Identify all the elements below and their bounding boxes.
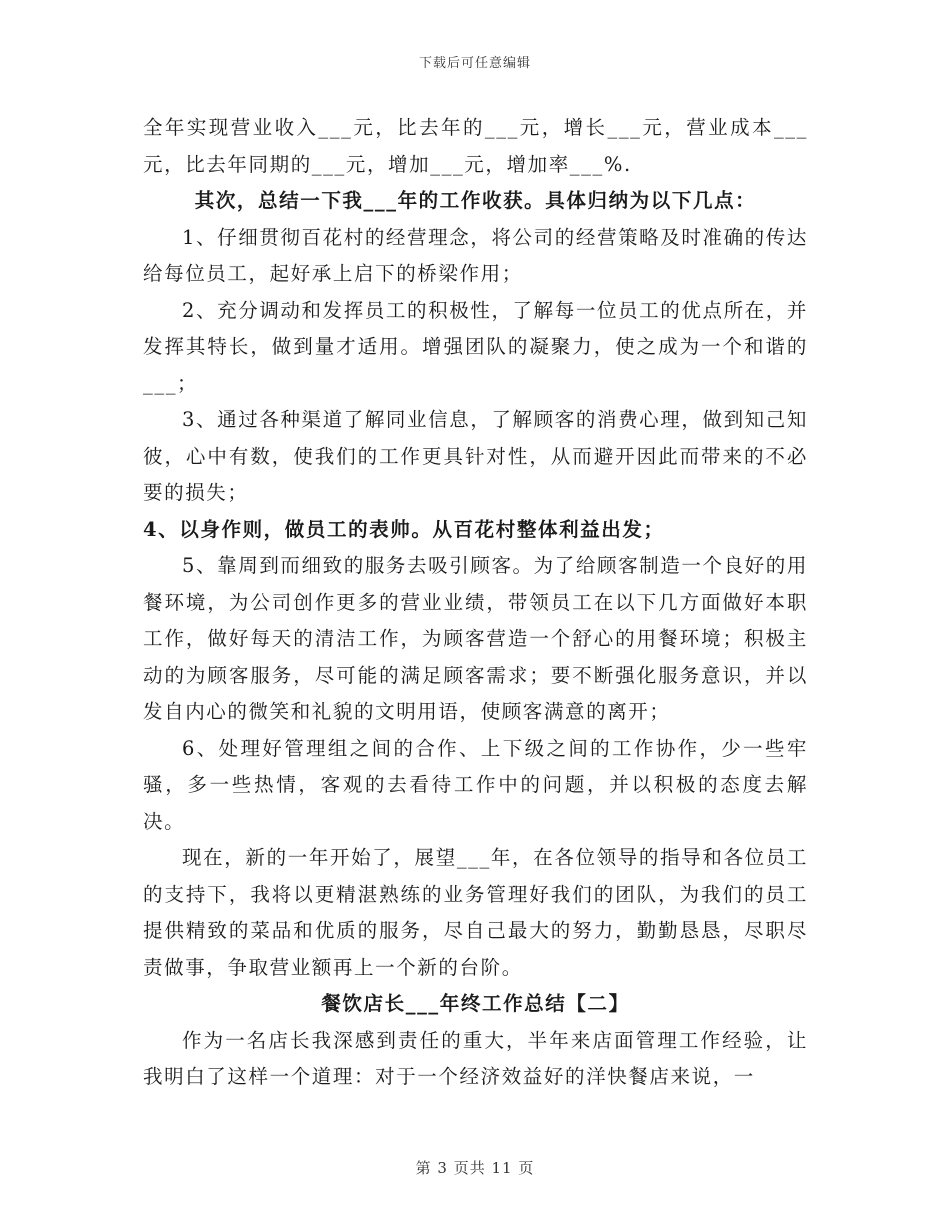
page-header: 下载后可任意编辑 xyxy=(418,56,531,71)
list-item-2: 2、充分调动和发挥员工的积极性，了解每一位员工的优点所在，并发挥其特长，做到量才适用。增强团队的凝聚力，使之成为一个和谐的___； xyxy=(143,298,808,395)
paragraph-revenue-summary: 全年实现营业收入___元，比去年的___元，增长___元，营业成本___元，比去年同期的___元，增加___元，增加率___%. xyxy=(143,116,808,176)
document-body xyxy=(143,110,808,1096)
page-footer: 第 3 页共 11 页 xyxy=(415,1159,535,1177)
list-item-3: 3、通过各种渠道了解同业信息，了解顾客的消费心理，做到知己知彼，心中有数，使我们的工作更具针对性，从而避开因此而带来的不必要的损失； xyxy=(143,408,808,504)
paragraph-outlook: 现在，新的一年开始了，展望___年，在各位领导的指导和各位员工的支持下，我将以更精湛熟练的业务管理好我们的团队，为我们的员工提供精致的菜品和优质的服务，尽自己最大的努力，勤勤恳恳，尽职尽责做事，争取营业额再上一个新的台阶。 xyxy=(143,846,808,979)
list-item-5: 5、靠周到而细致的服务去吸引顾客。为了给顾客制造一个良好的用餐环境，为公司创作更多的营业业绩，带领员工在以下几方面做好本职工作，做好每天的清洁工作，为顾客营造一个舒心的用餐环境；积极主动的为顾客服务，尽可能的满足顾客需求；要不断强化服务意识，并以发自内心的微笑和礼貌的文明用语，使顾客满意的离开； xyxy=(143,554,808,723)
list-item-6: 6、处理好管理组之间的合作、上下级之间的工作协作，少一些牢骚，多一些热情，客观的去看待工作中的问题，并以积极的态度去解决。 xyxy=(143,736,808,833)
list-item-1: 1、仔细贯彻百花村的经营理念，将公司的经营策略及时准确的传达给每位员工，起好承上启下的桥梁作用； xyxy=(143,225,808,285)
list-item-4: 4、以身作则，做员工的表帅。从百花村整体利益出发； xyxy=(143,517,665,541)
section-heading-harvest: 其次，总结一下我___年的工作收获。具体归纳为以下几点： xyxy=(194,189,757,212)
paragraph-intro-two: 作为一名店长我深感到责任的重大，半年来店面管理工作经验，让我明白了这样一个道理：对于一个经济效益好的洋快餐店来说，一 xyxy=(143,1028,808,1088)
section-title-two: 餐饮店长___年终工作总结【二】 xyxy=(321,992,630,1015)
